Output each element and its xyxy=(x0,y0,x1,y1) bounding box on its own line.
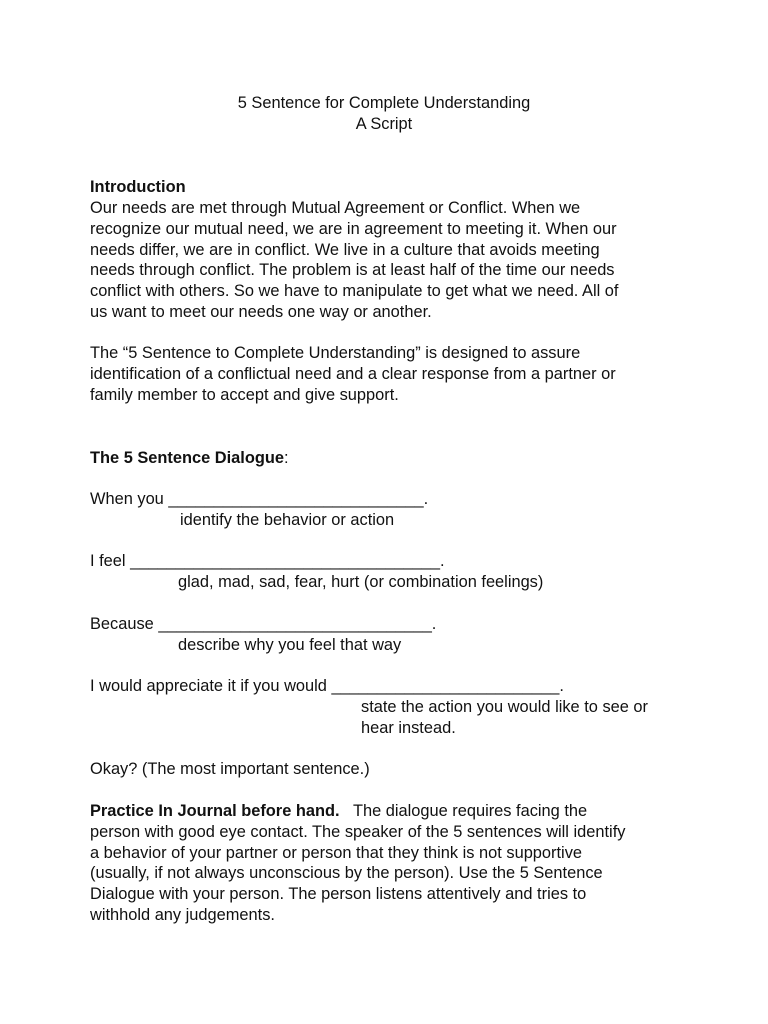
because-line: Because ______________________________. xyxy=(90,615,437,633)
appreciate-hint: state the action you would like to see or xyxy=(361,698,649,716)
practice-line: Dialogue with your person. The person listens attentively and tries to xyxy=(90,885,587,904)
purpose-line: family member to accept and give support. xyxy=(90,385,399,404)
i-feel-hint: glad, mad, sad, fear, hurt (or combination feelings) xyxy=(178,573,544,591)
purpose-line: The “5 Sentence to Complete Understanding” is designed to assure xyxy=(90,344,581,362)
intro-paragraph xyxy=(90,198,690,323)
practice-paragraph xyxy=(90,801,690,926)
intro-line: conflict with others. So we have to manipulate to get what we need. All of xyxy=(90,282,619,301)
intro-line: us want to meet our needs one way or another. xyxy=(90,302,432,321)
appreciate-hint-cont: hear instead. xyxy=(361,719,456,737)
practice-line: (usually, if not always unconscious by the person). Use the 5 Sentence xyxy=(90,864,603,883)
purpose-paragraph xyxy=(90,343,690,405)
practice-line: withhold any judgements. xyxy=(90,905,275,924)
intro-line: needs through conflict. The problem is at least half of the time our needs xyxy=(90,261,615,280)
when-you-line: When you ____________________________. xyxy=(90,490,429,508)
doc-subtitle: A Script xyxy=(355,115,413,133)
practice-line: a behavior of your partner or person that they think is not supportive xyxy=(90,843,582,862)
practice-first-line: Practice In Journal before hand. The dialogue requires facing the xyxy=(90,802,588,820)
because-hint: describe why you feel that way xyxy=(178,636,402,654)
appreciate-line: I would appreciate it if you would _________________________. xyxy=(90,677,564,695)
when-you-hint: identify the behavior or action xyxy=(180,511,395,529)
doc-title: 5 Sentence for Complete Understanding xyxy=(237,94,531,112)
i-feel-line: I feel __________________________________. xyxy=(90,552,445,570)
practice-line: person with good eye contact. The speaker of the 5 sentences will identify xyxy=(90,822,626,841)
intro-line: Our needs are met through Mutual Agreement or Conflict. When we xyxy=(90,199,581,217)
intro-line: needs differ, we are in conflict. We live in a culture that avoids meeting xyxy=(90,240,600,259)
intro-line: recognize our mutual need, we are in agreement to meeting it. When our xyxy=(90,219,617,238)
practice-heading: Practice In Journal before hand. xyxy=(90,802,340,820)
intro-heading: Introduction xyxy=(90,178,186,196)
dialogue-heading: The 5 Sentence Dialogue: xyxy=(90,449,289,467)
okay-line: Okay? (The most important sentence.) xyxy=(90,760,370,778)
purpose-line: identification of a conflictual need and a clear response from a partner or xyxy=(90,364,616,383)
